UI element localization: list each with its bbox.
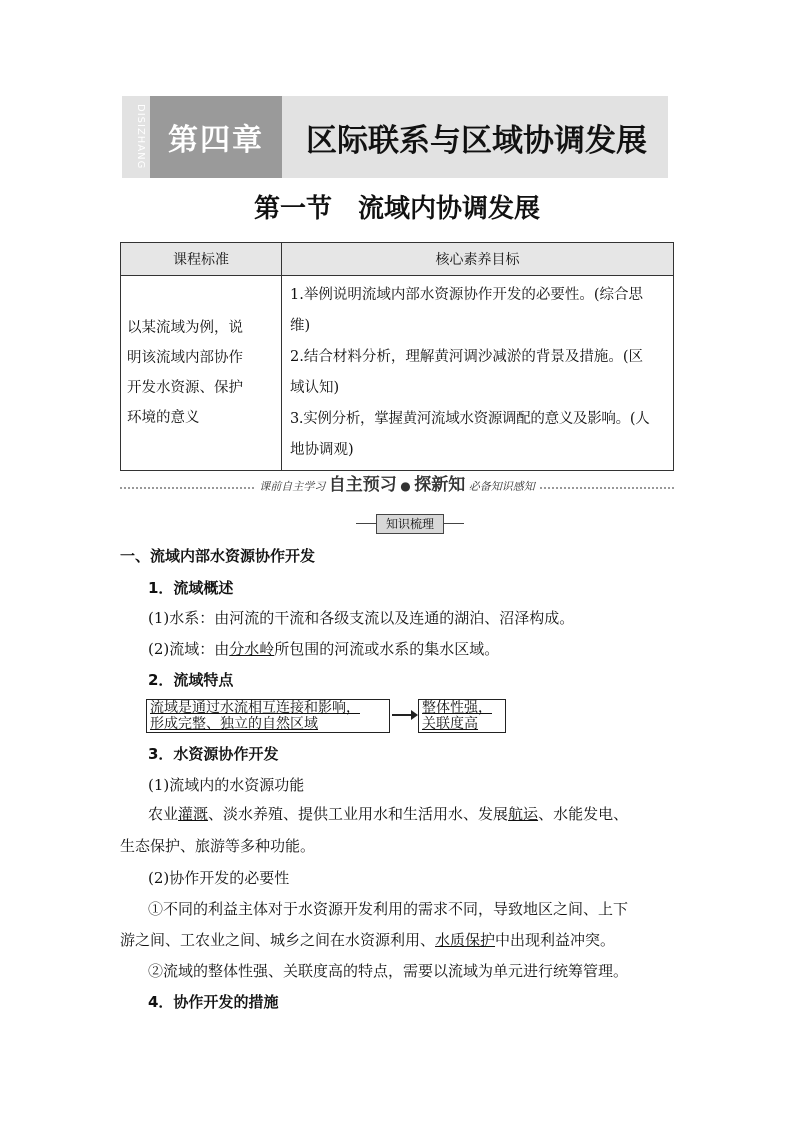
paragraph: (2)流域：由分水岭所包围的河流或水系的集水区域。	[148, 640, 500, 658]
goal-line: 地协调观)	[290, 442, 354, 458]
subheading-4: 4．协作开发的措施	[148, 993, 279, 1011]
section-title: 第一节 流域内协调发展	[253, 194, 540, 224]
underlined-term: 分水岭	[229, 640, 275, 658]
paragraph: 农业灌溉、淡水养殖、提供工业用水和生活用水、发展航运、水能发电、	[148, 805, 629, 823]
table-header-row	[121, 243, 674, 276]
flow-box-left: 流域是通过水流相互连接和影响， 形成完整、独立的自然区域	[146, 699, 390, 733]
chapter-label: 第四章	[150, 96, 282, 178]
paragraph: (1)水系：由河流的干流和各级支流以及连通的湖泊、沼泽构成。	[148, 609, 575, 627]
standard-line: 明该流域内部协作	[127, 350, 243, 366]
standard-line: 以某流域为例，说	[127, 320, 243, 336]
arrow-right-icon	[392, 714, 416, 716]
knowledge-tag	[356, 514, 464, 532]
paragraph: (1)流域内的水资源功能	[148, 776, 305, 794]
divider-dot-icon: ●	[400, 479, 411, 493]
knowledge-tag-label: 知识梳理	[376, 514, 444, 534]
paragraph: 生态保护、旅游等多种功能。	[120, 837, 316, 855]
subheading-3: 3．水资源协作开发	[148, 745, 279, 763]
standard-line: 开发水资源、保护	[127, 380, 243, 396]
standard-cell	[121, 276, 282, 471]
paragraph: 游之间、工农业之间、城乡之间在水资源利用、水质保护中出现利益冲突。	[120, 931, 616, 949]
paragraph: ①不同的利益主体对于水资源开发利用的需求不同，导致地区之间、上下	[148, 900, 629, 918]
heading-1: 一、流域内部水资源协作开发	[120, 547, 316, 565]
divider-left-text: 课前自主学习	[259, 480, 326, 493]
goal-line: 2.结合材料分析，理解黄河调沙减淤的背景及措施。(区	[290, 349, 643, 365]
goal-line: 1.举例说明流域内部水资源协作开发的必要性。(综合思	[290, 287, 643, 303]
divider-main-b: 探新知	[414, 475, 466, 495]
flow-box-right: 整体性强， 关联度高	[418, 699, 506, 733]
preview-divider	[120, 470, 674, 494]
table-row	[121, 276, 674, 471]
subheading-2: 2．流域特点	[148, 671, 234, 689]
goal-line: 域认知)	[290, 380, 340, 396]
table-header-goals: 核心素养目标	[282, 243, 674, 276]
subheading-1: 1．流域概述	[148, 579, 234, 597]
chapter-title: 区际联系与区域协调发展	[306, 122, 647, 159]
goal-line: 3.实例分析，掌握黄河流域水资源调配的意义及影响。(人	[290, 411, 650, 427]
divider-main-a: 自主预习	[328, 475, 397, 495]
standards-table	[120, 242, 674, 471]
goals-cell	[282, 276, 674, 471]
paragraph: (2)协作开发的必要性	[148, 869, 290, 887]
goal-line: 维)	[290, 318, 311, 334]
table-header-standard: 课程标准	[121, 243, 282, 276]
divider-right-text: 必备知识感知	[468, 480, 535, 493]
paragraph: ②流域的整体性强、关联度高的特点，需要以流域为单元进行统筹管理。	[148, 962, 629, 980]
chapter-side-text: DISIZHANG	[135, 104, 146, 170]
standard-line: 环境的意义	[127, 410, 200, 426]
